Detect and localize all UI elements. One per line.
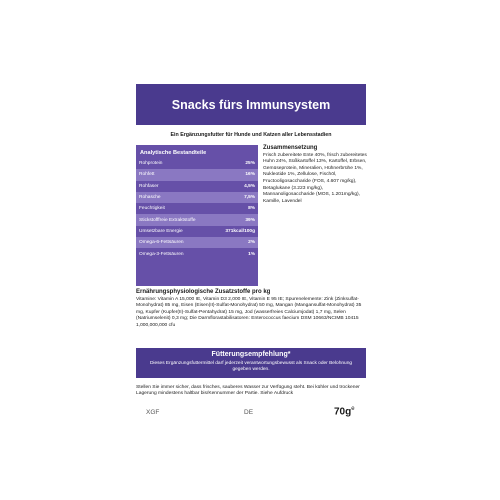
country-code: DE	[244, 409, 254, 416]
analytical-rows	[136, 158, 258, 260]
table-row	[136, 214, 258, 225]
constituent-value: 16%	[245, 172, 255, 178]
table-row	[136, 226, 258, 237]
constituent-value: 371kcal/100g	[225, 228, 255, 234]
net-weight	[334, 406, 355, 417]
table-row	[136, 248, 258, 259]
additives-section	[136, 289, 366, 329]
constituent-name: Feuchtigkeit	[139, 206, 165, 212]
constituent-name: Omega-6-Fettsäuren	[139, 240, 184, 246]
constituent-name: Rohfaser	[139, 183, 159, 189]
composition-heading: Zusammensetzung	[263, 145, 318, 151]
title-bar	[136, 84, 366, 125]
constituent-value: 2%	[248, 240, 255, 246]
net-weight-value: 70g	[334, 406, 352, 418]
feeding-heading: Fütterungsempfehlung*	[211, 351, 291, 358]
table-row	[136, 181, 258, 192]
constituent-name: Umsetzbare Energie	[139, 228, 183, 234]
analytical-constituents-table	[136, 145, 258, 286]
constituent-value: 1%	[248, 251, 255, 257]
constituent-name: Rohfett	[139, 172, 155, 178]
constituent-value: 39%	[245, 217, 255, 223]
table-row	[136, 203, 258, 214]
constituent-name: Rohasche	[139, 195, 161, 201]
storage-instructions: Stellen Sie immer sicher, dass frisches, sauberes Wasser zur Verfügung steht. Bei kühler und trockener Lagerung mindestens haltbar bis/Kennummer der Partie. Siehe Aufdruck	[136, 385, 360, 397]
label-footer	[136, 406, 366, 420]
feeding-text: Dieses Ergänzungsfuttermittel darf jederzeit verantwortungsbewusst als Snack oder Belohnung gegeben werden.	[149, 361, 353, 372]
analytical-heading: Analytische Bestandteile	[140, 150, 207, 156]
constituent-value: 8%	[248, 206, 255, 212]
constituent-value: 25%	[245, 161, 255, 167]
estimated-sign-icon: e	[351, 406, 355, 412]
constituent-name: Stickstofffreie Extraktstoffe	[139, 217, 196, 223]
table-row	[136, 158, 258, 169]
composition-section	[263, 145, 367, 205]
product-label	[136, 84, 366, 420]
constituent-value: 4,5%	[244, 183, 255, 189]
composition-text: Frisch zubereitete Ente 40%, frisch zubereitetes Huhn 24%, Süßkartoffel 13%, Kartoffel, Erbsen, Gemüseprotein, Mineralien, Hühnerbrühe 1%, Nukleotide 1%, Zellulose, Fischöl, Fructooligosaccharide (FOS, 4.607 mg/kg), Betaglukane (3.223 mg/kg), Mannanoligosaccharide (MOS, 1.201mg/kg), Kamille, Lavendel	[263, 152, 367, 204]
table-row	[136, 169, 258, 180]
product-title: Snacks fürs Immunsystem	[171, 97, 331, 112]
brand-code: XGF	[146, 409, 160, 416]
constituent-name: Rohprotein	[139, 161, 163, 167]
additives-text: Vitamine: Vitamin A 15,000 IE, Vitamin D3 2,000 IE, Vitamin E 95 IE; Spurenelemente: Zink (Zinksulfat-Monohydrat) 85 mg, Eisen (Eisen(II)-Sulfat-Monohydrat) 50 mg, Mangan (Mangansulfat-Monohydrat) 35 mg, Kupfer (Kupfer(II)-Sulfat-Pentahydrat) 15 mg, Jod (wasserfreies Calciumjodat) 1,7 mg, Selen (Natriumselenit) 0,3 mg; Die Darmflorastabilisatoren: Enterococcus faecium DSM 10663/NCIMB 10415 1,000,000,000 cfu	[136, 296, 362, 328]
constituent-name: Omega-3-Fettsäuren	[139, 251, 184, 257]
additives-heading: Ernährungsphysiologische Zusatzstoffe pro kg	[136, 289, 271, 295]
constituent-value: 7,5%	[244, 195, 255, 201]
product-subtitle: Ein Ergänzungsfutter für Hunde und Katzen aller Lebensstadien	[170, 132, 332, 138]
table-row	[136, 192, 258, 203]
table-row	[136, 237, 258, 248]
feeding-recommendation-box	[136, 348, 366, 378]
